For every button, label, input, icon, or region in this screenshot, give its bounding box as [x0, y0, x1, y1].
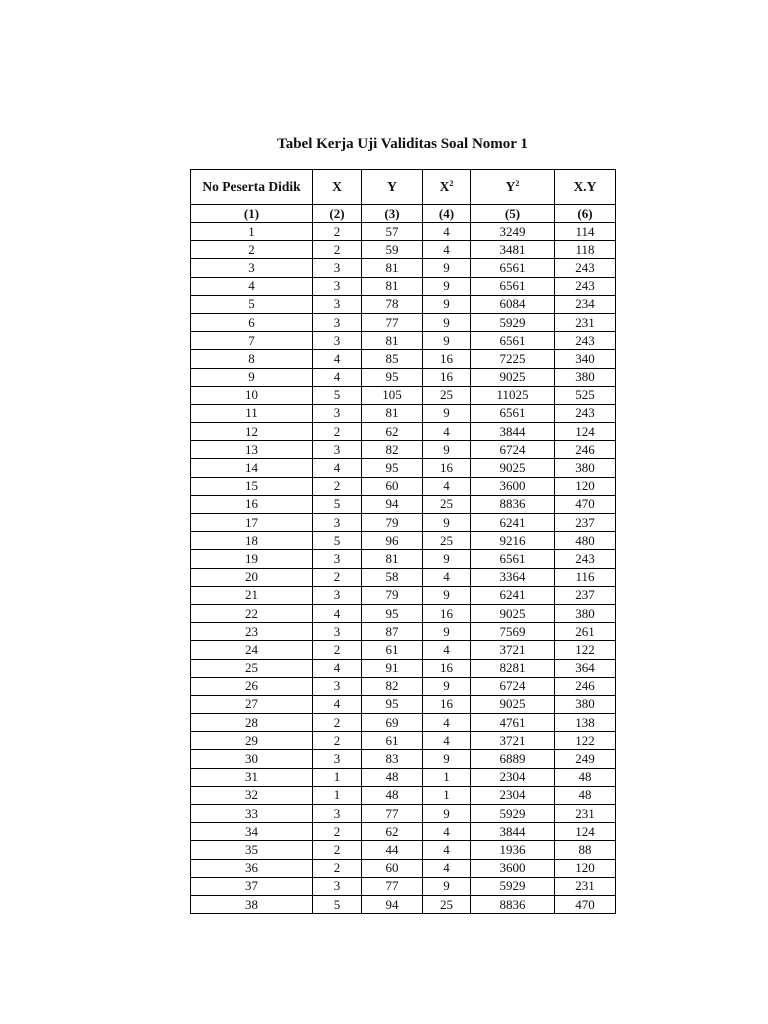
- cell-y-squared: 3600: [471, 859, 555, 877]
- cell-no: 4: [191, 277, 313, 295]
- cell-y: 95: [362, 368, 423, 386]
- cell-x: 3: [313, 750, 362, 768]
- cell-no: 13: [191, 441, 313, 459]
- cell-y: 69: [362, 714, 423, 732]
- cell-x-times-y: 124: [555, 423, 616, 441]
- cell-y-squared: 4761: [471, 714, 555, 732]
- cell-x-squared: 4: [423, 568, 471, 586]
- cell-y-squared: 9025: [471, 368, 555, 386]
- cell-x-squared: 1: [423, 786, 471, 804]
- cell-y: 58: [362, 568, 423, 586]
- cell-x: 3: [313, 514, 362, 532]
- cell-y: 61: [362, 641, 423, 659]
- cell-x-squared: 4: [423, 823, 471, 841]
- cell-no: 5: [191, 295, 313, 313]
- cell-no: 25: [191, 659, 313, 677]
- cell-x-times-y: 340: [555, 350, 616, 368]
- cell-no: 29: [191, 732, 313, 750]
- table-row: [191, 514, 616, 532]
- cell-x-times-y: 122: [555, 641, 616, 659]
- table-row: [191, 623, 616, 641]
- cell-no: 26: [191, 677, 313, 695]
- cell-y: 94: [362, 495, 423, 513]
- cell-y: 57: [362, 223, 423, 241]
- cell-x: 3: [313, 550, 362, 568]
- cell-x: 3: [313, 277, 362, 295]
- table-row: [191, 550, 616, 568]
- table-row: [191, 659, 616, 677]
- cell-x: 3: [313, 586, 362, 604]
- cell-x-times-y: 88: [555, 841, 616, 859]
- cell-y: 87: [362, 623, 423, 641]
- cell-y: 62: [362, 823, 423, 841]
- cell-y: 82: [362, 677, 423, 695]
- table-row: [191, 859, 616, 877]
- table-row: [191, 423, 616, 441]
- cell-y: 81: [362, 404, 423, 422]
- cell-x: 2: [313, 714, 362, 732]
- cell-no: 31: [191, 768, 313, 786]
- table-row: [191, 695, 616, 713]
- cell-x-times-y: 246: [555, 441, 616, 459]
- cell-x-squared: 4: [423, 423, 471, 441]
- cell-x-squared: 16: [423, 368, 471, 386]
- cell-no: 1: [191, 223, 313, 241]
- cell-x: 5: [313, 386, 362, 404]
- table-row: [191, 732, 616, 750]
- table-row: [191, 277, 616, 295]
- cell-x-squared: 25: [423, 532, 471, 550]
- cell-x: 3: [313, 805, 362, 823]
- header-x: X: [313, 170, 362, 205]
- table-row: [191, 568, 616, 586]
- cell-x-times-y: 380: [555, 604, 616, 622]
- cell-no: 9: [191, 368, 313, 386]
- cell-no: 2: [191, 241, 313, 259]
- column-number: (1): [191, 205, 313, 223]
- table-row: [191, 641, 616, 659]
- cell-x: 4: [313, 659, 362, 677]
- cell-x-times-y: 116: [555, 568, 616, 586]
- cell-y-squared: 3249: [471, 223, 555, 241]
- cell-y-squared: 5929: [471, 877, 555, 895]
- cell-y: 62: [362, 423, 423, 441]
- cell-x-squared: 4: [423, 841, 471, 859]
- cell-x-squared: 9: [423, 623, 471, 641]
- cell-y: 78: [362, 295, 423, 313]
- cell-y: 59: [362, 241, 423, 259]
- cell-x: 2: [313, 641, 362, 659]
- cell-x-squared: 4: [423, 223, 471, 241]
- cell-y: 95: [362, 695, 423, 713]
- cell-x: 2: [313, 223, 362, 241]
- cell-x: 4: [313, 368, 362, 386]
- table-row: [191, 750, 616, 768]
- cell-x: 3: [313, 441, 362, 459]
- table-row: [191, 895, 616, 913]
- header-x-squared: [423, 170, 471, 205]
- cell-no: 10: [191, 386, 313, 404]
- cell-x: 3: [313, 295, 362, 313]
- cell-x-times-y: 246: [555, 677, 616, 695]
- cell-y-squared: 6561: [471, 259, 555, 277]
- cell-x-times-y: 249: [555, 750, 616, 768]
- cell-no: 16: [191, 495, 313, 513]
- cell-x-times-y: 120: [555, 477, 616, 495]
- cell-x-times-y: 237: [555, 586, 616, 604]
- cell-y: 77: [362, 313, 423, 331]
- cell-x-squared: 4: [423, 477, 471, 495]
- cell-no: 11: [191, 404, 313, 422]
- cell-y-squared: 6724: [471, 441, 555, 459]
- cell-x-squared: 4: [423, 859, 471, 877]
- header-no-peserta-didik: No Peserta Didik: [191, 170, 313, 205]
- cell-x-times-y: 124: [555, 823, 616, 841]
- cell-y-squared: 8836: [471, 895, 555, 913]
- cell-no: 19: [191, 550, 313, 568]
- cell-no: 17: [191, 514, 313, 532]
- cell-no: 27: [191, 695, 313, 713]
- cell-y-squared: 9025: [471, 459, 555, 477]
- cell-x-squared: 4: [423, 241, 471, 259]
- cell-y: 91: [362, 659, 423, 677]
- cell-no: 15: [191, 477, 313, 495]
- cell-y-squared: 6724: [471, 677, 555, 695]
- cell-y-squared: 7225: [471, 350, 555, 368]
- cell-y: 60: [362, 859, 423, 877]
- cell-no: 18: [191, 532, 313, 550]
- table-row: [191, 241, 616, 259]
- cell-x: 3: [313, 404, 362, 422]
- cell-no: 20: [191, 568, 313, 586]
- cell-no: 12: [191, 423, 313, 441]
- cell-x-squared: 4: [423, 714, 471, 732]
- column-number: (2): [313, 205, 362, 223]
- cell-y-squared: 6561: [471, 277, 555, 295]
- cell-x: 3: [313, 677, 362, 695]
- cell-x-squared: 1: [423, 768, 471, 786]
- cell-x-squared: 4: [423, 732, 471, 750]
- cell-y-squared: 3721: [471, 732, 555, 750]
- cell-y: 81: [362, 259, 423, 277]
- header-y-squared: [471, 170, 555, 205]
- cell-x-squared: 9: [423, 441, 471, 459]
- cell-x-times-y: 231: [555, 313, 616, 331]
- cell-x-squared: 9: [423, 332, 471, 350]
- cell-no: 28: [191, 714, 313, 732]
- column-number: (5): [471, 205, 555, 223]
- cell-no: 7: [191, 332, 313, 350]
- cell-x-times-y: 231: [555, 877, 616, 895]
- cell-x-squared: 9: [423, 750, 471, 768]
- cell-x-times-y: 480: [555, 532, 616, 550]
- table-row: [191, 332, 616, 350]
- cell-y-squared: 5929: [471, 313, 555, 331]
- cell-y: 44: [362, 841, 423, 859]
- cell-x-times-y: 120: [555, 859, 616, 877]
- cell-x: 2: [313, 859, 362, 877]
- cell-x-squared: 25: [423, 895, 471, 913]
- cell-x: 5: [313, 895, 362, 913]
- cell-x: 3: [313, 332, 362, 350]
- cell-y-squared: 3600: [471, 477, 555, 495]
- cell-y: 83: [362, 750, 423, 768]
- cell-no: 35: [191, 841, 313, 859]
- cell-x-times-y: 525: [555, 386, 616, 404]
- cell-x-times-y: 48: [555, 768, 616, 786]
- cell-x: 3: [313, 313, 362, 331]
- table-row: [191, 823, 616, 841]
- cell-y-squared: 8281: [471, 659, 555, 677]
- cell-x-squared: 9: [423, 259, 471, 277]
- cell-x-times-y: 122: [555, 732, 616, 750]
- cell-x-squared: 9: [423, 313, 471, 331]
- table-row: [191, 768, 616, 786]
- table-row: [191, 604, 616, 622]
- cell-x-squared: 9: [423, 877, 471, 895]
- cell-x-times-y: 470: [555, 895, 616, 913]
- cell-y-squared: 6084: [471, 295, 555, 313]
- cell-y-squared: 8836: [471, 495, 555, 513]
- cell-x: 1: [313, 768, 362, 786]
- cell-y-squared: 5929: [471, 805, 555, 823]
- cell-no: 8: [191, 350, 313, 368]
- cell-y: 79: [362, 586, 423, 604]
- cell-y-squared: 9025: [471, 604, 555, 622]
- table-row: [191, 223, 616, 241]
- cell-x: 3: [313, 877, 362, 895]
- cell-no: 3: [191, 259, 313, 277]
- cell-y-squared: 1936: [471, 841, 555, 859]
- table-row: [191, 350, 616, 368]
- cell-x-squared: 9: [423, 805, 471, 823]
- table-row: [191, 677, 616, 695]
- cell-y: 81: [362, 550, 423, 568]
- cell-y: 94: [362, 895, 423, 913]
- column-number-row: [191, 205, 616, 223]
- cell-x-squared: 9: [423, 404, 471, 422]
- header-row: [191, 170, 616, 205]
- header-x-squared-base: X: [439, 179, 450, 194]
- cell-y-squared: 11025: [471, 386, 555, 404]
- cell-no: 22: [191, 604, 313, 622]
- cell-x-times-y: 231: [555, 805, 616, 823]
- cell-y: 79: [362, 514, 423, 532]
- table-row: [191, 295, 616, 313]
- table-row: [191, 313, 616, 331]
- table-row: [191, 477, 616, 495]
- table-row: [191, 786, 616, 804]
- cell-x: 3: [313, 259, 362, 277]
- header-y-squared-exponent: 2: [515, 179, 520, 188]
- cell-no: 23: [191, 623, 313, 641]
- cell-x-squared: 9: [423, 677, 471, 695]
- cell-y-squared: 6561: [471, 332, 555, 350]
- cell-no: 6: [191, 313, 313, 331]
- cell-no: 24: [191, 641, 313, 659]
- table-row: [191, 386, 616, 404]
- cell-x-squared: 25: [423, 386, 471, 404]
- cell-x-squared: 16: [423, 604, 471, 622]
- cell-x: 2: [313, 841, 362, 859]
- cell-x-times-y: 380: [555, 695, 616, 713]
- cell-x-times-y: 243: [555, 332, 616, 350]
- table-row: [191, 877, 616, 895]
- cell-x-squared: 9: [423, 514, 471, 532]
- cell-y-squared: 3721: [471, 641, 555, 659]
- cell-x: 5: [313, 495, 362, 513]
- cell-x-times-y: 138: [555, 714, 616, 732]
- cell-x-times-y: 114: [555, 223, 616, 241]
- cell-x-squared: 9: [423, 550, 471, 568]
- header-y-squared-base: Y: [505, 179, 516, 194]
- cell-x-squared: 16: [423, 695, 471, 713]
- cell-y-squared: 6561: [471, 404, 555, 422]
- cell-x-times-y: 470: [555, 495, 616, 513]
- column-number: (4): [423, 205, 471, 223]
- cell-y: 60: [362, 477, 423, 495]
- cell-x-squared: 16: [423, 459, 471, 477]
- cell-y: 77: [362, 805, 423, 823]
- cell-y: 61: [362, 732, 423, 750]
- cell-x: 4: [313, 604, 362, 622]
- table-row: [191, 441, 616, 459]
- cell-x: 4: [313, 695, 362, 713]
- cell-x-squared: 9: [423, 586, 471, 604]
- cell-y-squared: 9025: [471, 695, 555, 713]
- cell-x-times-y: 237: [555, 514, 616, 532]
- cell-x-times-y: 243: [555, 277, 616, 295]
- table-row: [191, 259, 616, 277]
- cell-x-times-y: 261: [555, 623, 616, 641]
- cell-y-squared: 2304: [471, 786, 555, 804]
- cell-x-times-y: 364: [555, 659, 616, 677]
- table-row: [191, 404, 616, 422]
- header-x-squared-exponent: 2: [449, 179, 454, 188]
- cell-x-times-y: 243: [555, 550, 616, 568]
- cell-x-times-y: 380: [555, 459, 616, 477]
- cell-y-squared: 7569: [471, 623, 555, 641]
- cell-no: 14: [191, 459, 313, 477]
- cell-y: 105: [362, 386, 423, 404]
- cell-no: 34: [191, 823, 313, 841]
- cell-y-squared: 9216: [471, 532, 555, 550]
- cell-x: 1: [313, 786, 362, 804]
- cell-no: 32: [191, 786, 313, 804]
- cell-x-squared: 9: [423, 295, 471, 313]
- cell-x: 2: [313, 241, 362, 259]
- cell-y-squared: 6889: [471, 750, 555, 768]
- table-row: [191, 368, 616, 386]
- table-row: [191, 841, 616, 859]
- cell-no: 37: [191, 877, 313, 895]
- cell-x-times-y: 118: [555, 241, 616, 259]
- cell-x-times-y: 380: [555, 368, 616, 386]
- cell-x: 2: [313, 732, 362, 750]
- cell-y-squared: 3844: [471, 423, 555, 441]
- cell-y-squared: 6241: [471, 586, 555, 604]
- cell-x: 4: [313, 459, 362, 477]
- header-x-times-y: X.Y: [555, 170, 616, 205]
- cell-x-squared: 4: [423, 641, 471, 659]
- cell-y: 48: [362, 786, 423, 804]
- cell-y: 95: [362, 459, 423, 477]
- cell-x: 2: [313, 423, 362, 441]
- cell-x-times-y: 234: [555, 295, 616, 313]
- cell-y-squared: 3481: [471, 241, 555, 259]
- table-title: Tabel Kerja Uji Validitas Soal Nomor 1: [277, 136, 528, 152]
- cell-no: 30: [191, 750, 313, 768]
- table-row: [191, 805, 616, 823]
- cell-y-squared: 6241: [471, 514, 555, 532]
- cell-no: 36: [191, 859, 313, 877]
- table-row: [191, 495, 616, 513]
- cell-x: 2: [313, 568, 362, 586]
- cell-y-squared: 2304: [471, 768, 555, 786]
- cell-x-times-y: 48: [555, 786, 616, 804]
- table-row: [191, 459, 616, 477]
- table-row: [191, 586, 616, 604]
- cell-x-times-y: 243: [555, 259, 616, 277]
- column-number: (6): [555, 205, 616, 223]
- cell-no: 21: [191, 586, 313, 604]
- cell-y: 95: [362, 604, 423, 622]
- cell-x-squared: 16: [423, 350, 471, 368]
- cell-x: 5: [313, 532, 362, 550]
- header-y: Y: [362, 170, 423, 205]
- cell-y: 82: [362, 441, 423, 459]
- cell-no: 33: [191, 805, 313, 823]
- table-body: [191, 223, 616, 914]
- cell-y: 81: [362, 332, 423, 350]
- cell-x: 4: [313, 350, 362, 368]
- cell-y: 77: [362, 877, 423, 895]
- cell-no: 38: [191, 895, 313, 913]
- cell-x: 3: [313, 623, 362, 641]
- cell-x: 2: [313, 477, 362, 495]
- table-row: [191, 714, 616, 732]
- cell-y: 48: [362, 768, 423, 786]
- cell-x-squared: 16: [423, 659, 471, 677]
- cell-y-squared: 3364: [471, 568, 555, 586]
- cell-x-squared: 9: [423, 277, 471, 295]
- cell-y: 81: [362, 277, 423, 295]
- cell-x-times-y: 243: [555, 404, 616, 422]
- cell-x: 2: [313, 823, 362, 841]
- cell-y-squared: 3844: [471, 823, 555, 841]
- table-row: [191, 532, 616, 550]
- cell-y-squared: 6561: [471, 550, 555, 568]
- column-number: (3): [362, 205, 423, 223]
- validity-work-table: [190, 169, 616, 914]
- cell-x-squared: 25: [423, 495, 471, 513]
- cell-y: 85: [362, 350, 423, 368]
- cell-y: 96: [362, 532, 423, 550]
